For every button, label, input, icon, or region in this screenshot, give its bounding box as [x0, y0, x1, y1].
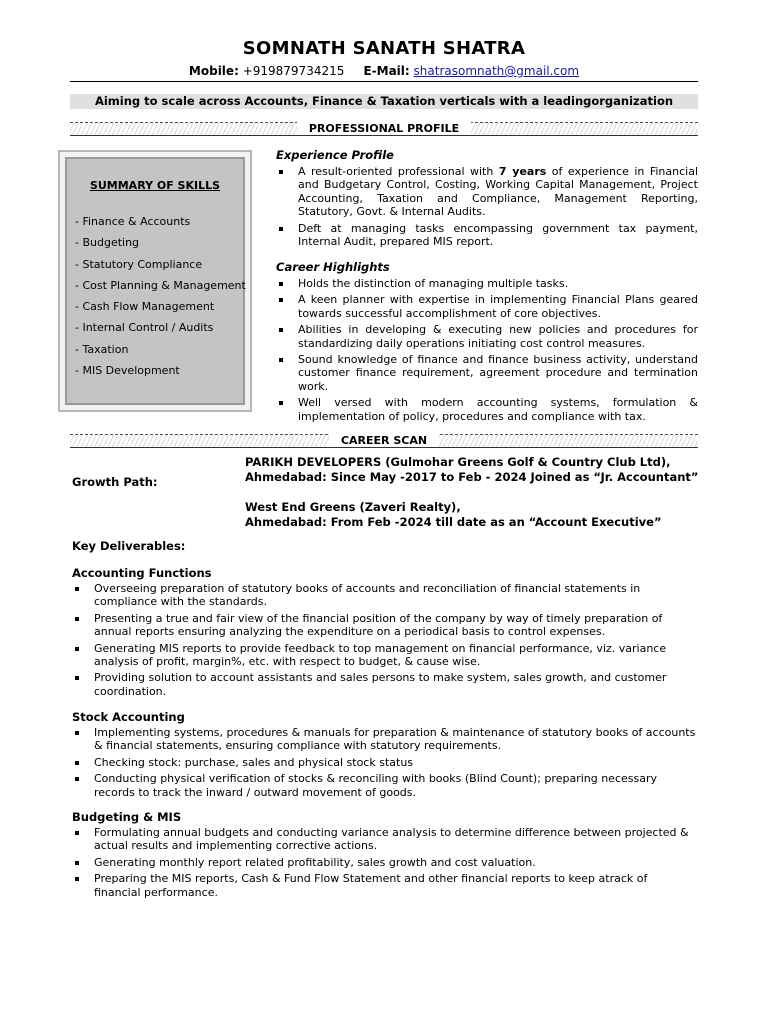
email-label: E-Mail:: [363, 64, 410, 78]
list-item: Sound knowledge of finance and finance business activity, understand customer finance requirement, agreement procedure and termination work.: [276, 353, 698, 393]
section-professional-profile: [70, 122, 698, 136]
job-1-company: PARIKH DEVELOPERS (Gulmohar Greens Golf & Country Club Ltd),: [245, 455, 671, 469]
candidate-name: SOMNATH SANATH SHATRA: [242, 38, 526, 59]
budgeting-mis: [72, 810, 696, 902]
skill-item: - Budgeting: [75, 236, 140, 250]
growth-path-label: Growth Path:: [72, 475, 158, 489]
experience-text: A result-oriented professional with: [298, 165, 499, 178]
job-2-company: West End Greens (Zaveri Realty),: [245, 500, 461, 514]
list-item: A keen planner with expertise in implementing Financial Plans geared towards successful accomplishment of core objectives.: [276, 293, 698, 320]
list-item: Holds the distinction of managing multiple tasks.: [276, 277, 698, 290]
experience-years: 7 years: [498, 165, 547, 178]
budgeting-heading: Budgeting & MIS: [72, 810, 182, 824]
contact-line: [0, 64, 768, 78]
skill-item: - Cost Planning & Management: [75, 278, 246, 292]
section-title: CAREER SCAN: [329, 434, 439, 447]
skill-item: - Statutory Compliance: [75, 257, 203, 271]
skill-item: - MIS Development: [75, 364, 180, 378]
list-item: Preparing the MIS reports, Cash & Fund Flow Statement and other financial reports to keep atrack of financial performance.: [72, 872, 696, 899]
list-item: Abilities in developing & executing new policies and procedures for standardizing daily operations initiating cost control measures.: [276, 323, 698, 350]
accounting-list: [72, 582, 696, 698]
accounting-heading: Accounting Functions: [72, 566, 212, 580]
list-item: Presenting a true and fair view of the financial position of the company by way of timely preparation of annual reports ensuring analyzing the expenditure on a periodical basis to control expenses.: [72, 612, 696, 639]
skill-item: - Internal Control / Audits: [75, 321, 214, 335]
section-title: PROFESSIONAL PROFILE: [297, 122, 471, 135]
growth-path-jobs: [245, 455, 705, 530]
list-item: Checking stock: purchase, sales and physical stock status: [72, 756, 696, 769]
list-item: Conducting physical verification of stocks & reconciling with books (Blind Count); preparing necessary records to track the inward / outward movement of goods.: [72, 772, 696, 799]
list-item: Well versed with modern accounting systems, formulation & implementation of policy, procedures and compliance with tax.: [276, 396, 698, 423]
experience-text: of experience in Financial and Budgetary Control, Costing, Working Capital Management, Project Accounting, Taxation and Compliance, Management Reporting, Statutory, Govt. & Internal Audits.: [298, 165, 698, 219]
list-item: Generating monthly report related profitability, sales growth and cost valuation.: [72, 856, 696, 869]
skill-item: - Cash Flow Management: [75, 300, 215, 314]
accounting-functions: [72, 566, 696, 701]
email-link[interactable]: shatrasomnath@gmail.com: [413, 64, 580, 78]
header-divider: [70, 81, 698, 82]
skills-list: [75, 211, 246, 381]
skills-summary-box: [58, 150, 252, 412]
experience-profile: [276, 148, 698, 251]
budgeting-list: [72, 826, 696, 899]
career-highlights: [276, 260, 698, 426]
experience-profile-list: [276, 165, 698, 248]
skills-title: SUMMARY OF SKILLS: [89, 179, 221, 192]
mobile-number: +919879734215: [238, 64, 345, 78]
skill-item: - Finance & Accounts: [75, 215, 191, 228]
list-item: Formulating annual budgets and conducting variance analysis to determine difference between projected & actual results and implementing corrective actions.: [72, 826, 696, 853]
key-deliverables-label: Key Deliverables:: [72, 539, 186, 553]
list-item: Overseeing preparation of statutory books of accounts and reconciliation of financial statements in compliance with the standards.: [72, 582, 696, 609]
career-highlights-list: [276, 277, 698, 423]
experience-profile-heading: Experience Profile: [276, 148, 394, 162]
section-career-scan: [70, 434, 698, 448]
list-item: Providing solution to account assistants and sales persons to make system, sales growth, and customer coordination.: [72, 671, 696, 698]
mobile-label: Mobile:: [188, 64, 239, 78]
job-1-tenure: Ahmedabad: Since May -2017 to Feb - 2024 Joined as “Jr. Accountant”: [245, 470, 699, 484]
skill-item: - Taxation: [75, 342, 129, 356]
career-highlights-heading: Career Highlights: [276, 260, 390, 274]
skills-inner-panel: [65, 157, 245, 405]
stock-accounting: [72, 710, 696, 802]
list-item: Implementing systems, procedures & manuals for preparation & maintenance of statutory books of accounts & financial statements, ensuring compliance with statutory requirements.: [72, 726, 696, 753]
list-item: Generating MIS reports to provide feedback to top management on financial performance, viz. variance analysis of profit, margin%, etc. with respect to budget, & cause wise.: [72, 642, 696, 669]
stock-heading: Stock Accounting: [72, 710, 185, 724]
list-item: [276, 165, 698, 219]
objective-banner: Aiming to scale across Accounts, Finance & Taxation verticals with a leadingorganization: [70, 94, 698, 109]
job-2-tenure: Ahmedabad: From Feb -2024 till date as an “Account Executive”: [245, 515, 662, 529]
stock-list: [72, 726, 696, 799]
list-item: Deft at managing tasks encompassing government tax payment, Internal Audit, prepared MIS report.: [276, 222, 698, 249]
